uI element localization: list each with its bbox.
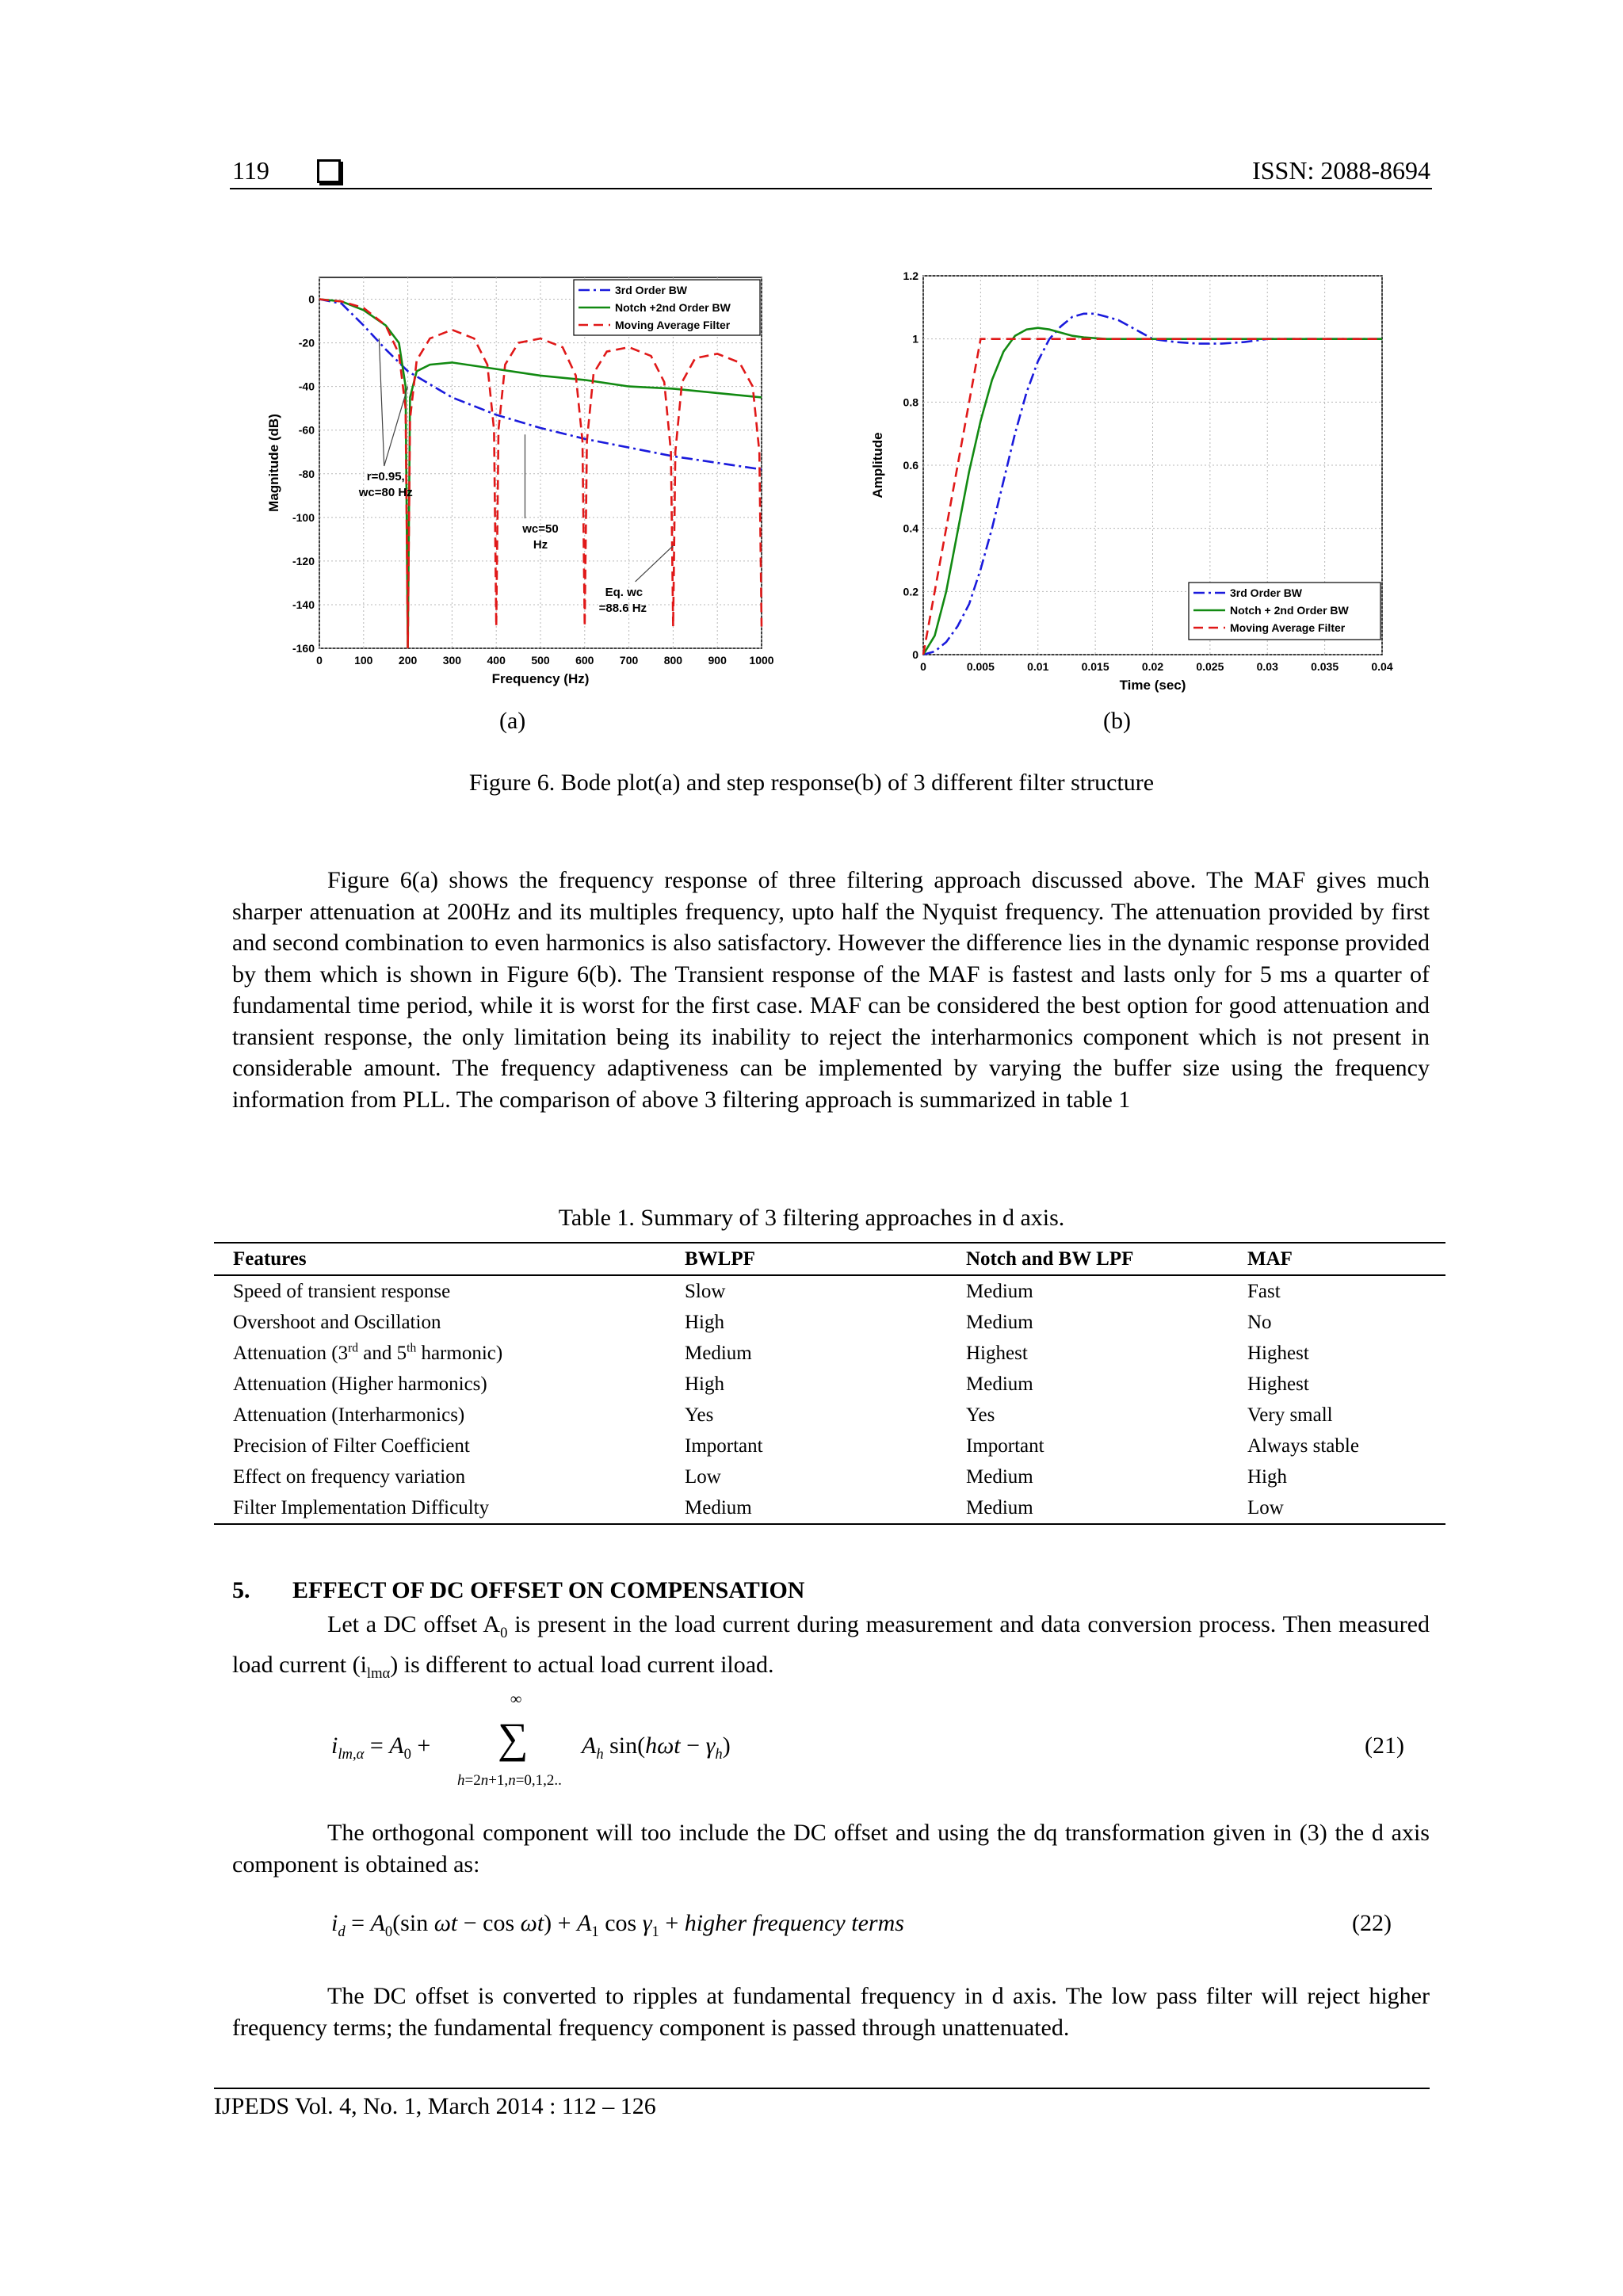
x-tick-label: 300	[442, 654, 462, 667]
table-cell: Always stable	[1247, 1435, 1359, 1457]
table-row	[214, 1431, 1445, 1461]
y-axis-label: Amplitude	[870, 432, 885, 499]
x-tick-label: 0	[920, 660, 926, 673]
y-tick-label: -140	[292, 598, 315, 611]
table-row	[214, 1369, 1445, 1400]
table-cell: Medium	[685, 1342, 752, 1364]
x-tick-label: 400	[487, 654, 506, 667]
x-axis-label: Frequency (Hz)	[491, 671, 590, 686]
step-response-chart	[872, 262, 1426, 709]
y-axis-label: Magnitude (dB)	[266, 414, 281, 512]
y-tick-label: -160	[292, 642, 315, 655]
table-cell: Fast	[1247, 1280, 1281, 1302]
table-cell: Slow	[685, 1280, 726, 1302]
table-cell: Highest	[966, 1342, 1028, 1364]
table-row	[214, 1400, 1445, 1431]
table-cell: Medium	[966, 1465, 1033, 1488]
legend-label: Notch + 2nd Order BW	[1230, 604, 1349, 617]
x-tick-label: 0.025	[1196, 660, 1224, 673]
y-tick-label: 0.2	[903, 585, 918, 598]
table-row	[214, 1492, 1445, 1524]
x-tick-label: 0.03	[1256, 660, 1278, 673]
table-cell: Precision of Filter Coefficient	[233, 1435, 470, 1457]
table-cell: Filter Implementation Difficulty	[214, 1492, 666, 1524]
ripple-text: The DC offset is converted to ripples at fundamental frequency in d axis. The low pass filter will reject higher frequency terms; the fundamental frequency component is passed through unattenuated.	[232, 1983, 1430, 2041]
y-tick-label: 1.2	[903, 269, 918, 282]
legend-label: 3rd Order BW	[1230, 586, 1303, 599]
dc-offset-sub-b: lmα	[366, 1664, 391, 1682]
legend-label: Moving Average Filter	[615, 319, 731, 331]
x-tick-label: 500	[531, 654, 550, 667]
x-tick-label: 0	[316, 654, 323, 667]
y-tick-label: 1	[912, 332, 918, 346]
footer-journal: IJPEDS Vol. 4, No. 1, March 2014 : 112 – 126	[214, 2093, 656, 2119]
y-tick-label: 0.6	[903, 459, 918, 472]
body-paragraph-text: Figure 6(a) shows the frequency response of three filtering approach discussed above. The MAF gives much sharper attenuation at 200Hz and its multiples frequency, upto half the Nyquist frequency. The attenuation provided by first and second combination to even harmonics is also satisfactory. However the difference lies in the dynamic response provided by them which is shown in Figure 6(b). The Transient response of the MAF is fastest and lasts only for 5 ms a quarter of fundamental time period, while it is worst for the first case. MAF can be considered the best option for good attenuation and transient response, the only limitation being its inability to reject the interharmonics component which is not present in considerable amount. The frequency adaptiveness can be implemented by varying the buffer size using the frequency information from PLL. The comparison of above 3 filtering approach is summarized in table 1	[232, 867, 1430, 1113]
body-paragraph	[232, 865, 1430, 1115]
y-tick-label: -100	[292, 510, 315, 524]
y-tick-label: -80	[298, 467, 315, 480]
figure-sublabel-b: (b)	[1103, 708, 1131, 734]
x-tick-label: 0.04	[1371, 660, 1393, 673]
annotation-label: r=0.95,	[366, 470, 405, 484]
x-tick-label: 200	[398, 654, 418, 667]
table-cell: Important	[966, 1435, 1044, 1457]
header-rule	[230, 188, 1432, 189]
table-header: Notch and BW LPF	[947, 1243, 1228, 1275]
legend-label: Moving Average Filter	[1230, 621, 1346, 634]
x-tick-label: 100	[354, 654, 373, 667]
x-tick-label: 800	[663, 654, 683, 667]
y-tick-label: 0	[912, 648, 918, 661]
table-cell: Yes	[966, 1404, 995, 1426]
table-cell: Highest	[1247, 1373, 1309, 1395]
y-tick-label: -120	[292, 554, 315, 567]
annotation-label: Eq. wc	[605, 585, 643, 599]
table-cell: Highest	[1247, 1342, 1309, 1364]
table-row	[214, 1338, 1445, 1369]
table-cell: No	[1247, 1311, 1272, 1333]
y-tick-label: -60	[298, 423, 315, 437]
table-row	[214, 1307, 1445, 1338]
table-cell-harmonic	[214, 1338, 666, 1369]
section-paragraph-1	[232, 1609, 1430, 1689]
table-cell: Medium	[947, 1492, 1228, 1524]
footer-rule	[214, 2088, 1430, 2089]
section-paragraph-3	[232, 1981, 1430, 2043]
legend-label: 3rd Order BW	[615, 284, 688, 296]
annotation-label: wc=50	[522, 522, 559, 537]
dc-offset-text-b: is present in the load current during measurement and data conversion process. Then measured load current (i	[232, 1611, 1430, 1678]
table-cell: Medium	[966, 1373, 1033, 1395]
section-heading	[232, 1577, 804, 1604]
table-header: BWLPF	[666, 1243, 947, 1275]
table-cell: High	[1247, 1465, 1287, 1488]
x-tick-label: 0.035	[1311, 660, 1339, 673]
table-cell: High	[685, 1311, 724, 1333]
x-tick-label: 0.015	[1081, 660, 1109, 673]
table-header-row	[214, 1243, 1445, 1275]
dc-offset-text-a: Let a DC offset A	[327, 1611, 501, 1637]
table-cell: Overshoot and Oscillation	[233, 1311, 441, 1333]
dc-offset-sub-a: 0	[500, 1625, 508, 1641]
table-cell: Very small	[1247, 1404, 1333, 1426]
table-cell: Yes	[685, 1404, 714, 1426]
table-cell-harmonic-text: Attenuation (3rd and 5th harmonic)	[233, 1341, 503, 1365]
page-number: 119	[232, 156, 269, 185]
table-header: MAF	[1228, 1243, 1445, 1275]
annotation-label: Hz	[533, 538, 548, 552]
orthogonal-text: The orthogonal component will too include the DC offset and using the dq transformation given in (3) the d axis component is obtained as:	[232, 1820, 1430, 1878]
section-title: EFFECT OF DC OFFSET ON COMPENSATION	[292, 1577, 805, 1603]
figure-caption: Figure 6. Bode plot(a) and step response(b) of 3 different filter structure	[468, 770, 1155, 796]
equation-22-number: (22)	[1352, 1910, 1392, 1936]
table-cell: High	[685, 1373, 724, 1395]
x-tick-label: 700	[619, 654, 639, 667]
table-cell: Effect on frequency variation	[233, 1465, 466, 1488]
summary-table	[214, 1242, 1445, 1525]
bullet-square-icon	[317, 159, 341, 183]
x-axis-label: Time (sec)	[1119, 678, 1186, 693]
table-cell: Medium	[966, 1280, 1033, 1302]
table-row	[214, 1275, 1445, 1307]
table-cell: Attenuation (Interharmonics)	[233, 1404, 465, 1426]
section-paragraph-2	[232, 1817, 1430, 1880]
figure-sublabel-a: (a)	[499, 708, 526, 734]
bode-plot-chart	[262, 266, 800, 709]
table-cell: Low	[685, 1465, 721, 1488]
table-cell: Low	[1228, 1492, 1445, 1524]
x-tick-label: 0.01	[1027, 660, 1049, 673]
x-tick-label: 900	[708, 654, 727, 667]
annotation-label: wc=80 Hz	[358, 486, 413, 500]
x-tick-label: 0.005	[966, 660, 995, 673]
legend-label: Notch +2nd Order BW	[615, 301, 731, 314]
table-header: Features	[214, 1243, 666, 1275]
y-tick-label: 0	[308, 292, 315, 306]
annotation-label: =88.6 Hz	[598, 601, 647, 615]
table-cell: Speed of transient response	[233, 1280, 451, 1302]
y-tick-label: -40	[298, 380, 315, 393]
y-tick-label: -20	[298, 336, 315, 350]
section-number: 5.	[232, 1577, 250, 1603]
equation-21-number: (21)	[1365, 1733, 1404, 1759]
issn: ISSN: 2088-8694	[1252, 156, 1430, 185]
table-row	[214, 1461, 1445, 1492]
x-tick-label: 0.02	[1141, 660, 1164, 673]
dc-offset-text-c: ) is different to actual load current iload.	[390, 1651, 774, 1678]
x-tick-label: 600	[575, 654, 594, 667]
y-tick-label: 0.8	[903, 395, 918, 409]
table-cell: Important	[685, 1435, 763, 1457]
x-tick-label: 1000	[749, 654, 774, 667]
table-cell: Medium	[666, 1492, 947, 1524]
y-tick-label: 0.4	[903, 521, 918, 535]
table-cell: Medium	[966, 1311, 1033, 1333]
table-cell: Attenuation (Higher harmonics)	[233, 1373, 487, 1395]
table-caption: Table 1. Summary of 3 filtering approaches in d axis.	[558, 1205, 1065, 1231]
